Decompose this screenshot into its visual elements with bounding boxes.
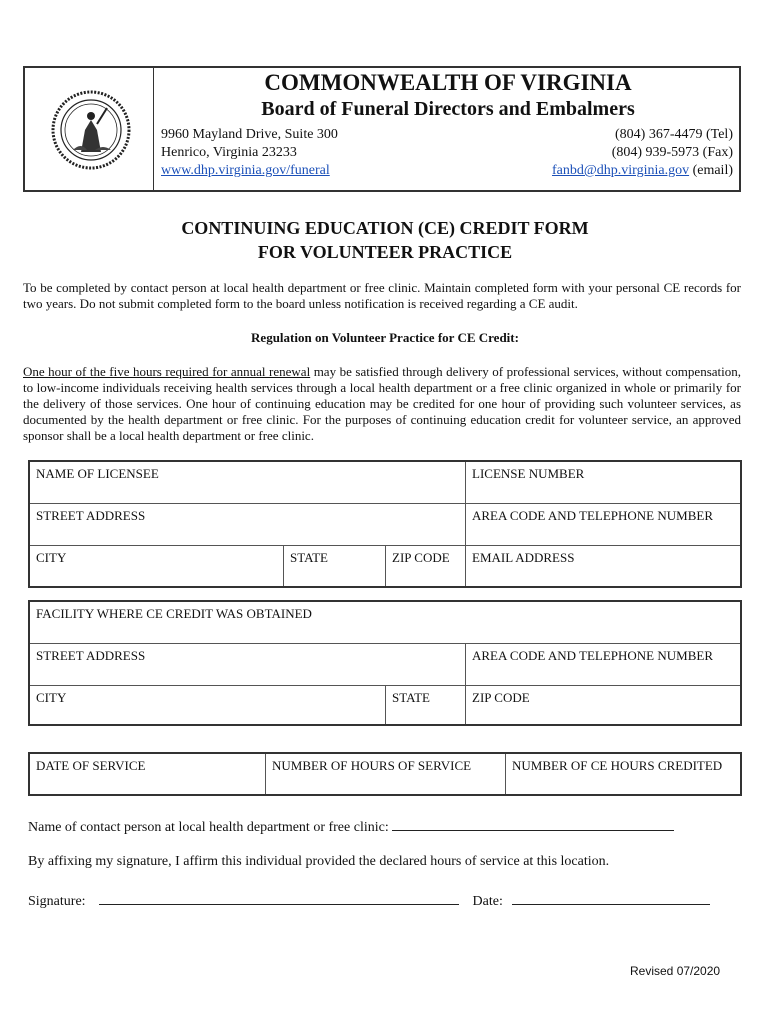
regulation-paragraph (23, 364, 741, 444)
seal-cell (25, 68, 154, 190)
address-line-2: Henrico, Virginia 23233 (161, 145, 297, 160)
letterhead (23, 66, 741, 192)
regulation-text: may be satisfied through delivery of professional services, without compensation, to low-income individuals receiving health services through a local health department or a free clinic organized in whole or primarily for the delivery of those services. One hour of continuing education may be credited for one hour of providing such volunteer services, as documented by the health department or free clinic. For the purposes of continuing education credit for volunteer service, an approved sponsor shall be a local health department or free clinic. (23, 364, 741, 443)
license-number-field[interactable]: LICENSE NUMBER (466, 462, 740, 504)
address-line-1: 9960 Mayland Drive, Suite 300 (161, 127, 338, 142)
licensee-street-field[interactable]: STREET ADDRESS (30, 504, 466, 546)
contact-block (552, 126, 733, 180)
contact-label: Name of contact person at local health department or free clinic: (28, 820, 389, 835)
facility-zip-field[interactable]: ZIP CODE (472, 690, 530, 705)
contact-name-blank[interactable] (392, 816, 674, 831)
email-suffix: (email) (689, 163, 733, 178)
service-table (28, 752, 742, 796)
intro-paragraph: To be completed by contact person at local health department or free clinic. Maintain completed form with your personal CE records for two years. Do not submit completed form to the board unless notification is received regarding a CE audit. (23, 280, 741, 311)
regulation-underlined: One hour of the five hours required for annual renewal (23, 364, 311, 379)
licensee-phone-field[interactable]: AREA CODE AND TELEPHONE NUMBER (466, 504, 740, 546)
form-title-line-1: CONTINUING EDUCATION (CE) CREDIT FORM (181, 218, 589, 238)
licensee-name-field[interactable]: NAME OF LICENSEE (30, 462, 466, 504)
affirm-statement: By affixing my signature, I affirm this individual provided the declared hours of service at this location. (28, 854, 610, 869)
date-blank[interactable] (512, 890, 710, 905)
facility-name-field[interactable]: FACILITY WHERE CE CREDIT WAS OBTAINED (30, 602, 740, 644)
date-of-service-field[interactable]: DATE OF SERVICE (30, 754, 266, 794)
licensee-zip-field[interactable]: ZIP CODE (386, 546, 466, 586)
phone-tel: (804) 367-4479 (Tel) (615, 127, 733, 142)
form-title-line-2: FOR VOLUNTEER PRACTICE (257, 242, 513, 262)
date-label: Date: (472, 894, 503, 909)
email-link[interactable]: fanbd@dhp.virginia.gov (552, 163, 690, 178)
facility-street-field[interactable]: STREET ADDRESS (30, 644, 466, 686)
ce-hours-credited-field[interactable]: NUMBER OF CE HOURS CREDITED (512, 758, 723, 773)
facility-state-field[interactable]: STATE (386, 686, 466, 724)
facility-city-field[interactable]: CITY (30, 686, 386, 724)
facility-phone-field[interactable]: AREA CODE AND TELEPHONE NUMBER (466, 644, 740, 686)
signature-blank[interactable] (99, 890, 459, 905)
contact-line (28, 816, 674, 836)
org-subtitle: Board of Funeral Directors and Embalmers (261, 98, 635, 120)
signature-label: Signature: (28, 894, 86, 909)
facility-table (28, 600, 742, 726)
signature-line (28, 890, 710, 910)
email-line (552, 162, 733, 180)
licensee-city-field[interactable]: CITY (30, 546, 284, 586)
address-block (161, 126, 338, 180)
regulation-heading: Regulation on Volunteer Practice for CE Credit: (251, 330, 519, 345)
licensee-table (28, 460, 742, 588)
phone-fax: (804) 939-5973 (Fax) (611, 145, 733, 160)
licensee-state-field[interactable]: STATE (284, 546, 386, 586)
org-title: COMMONWEALTH OF VIRGINIA (264, 70, 632, 95)
licensee-email-field[interactable]: EMAIL ADDRESS (472, 550, 575, 565)
website-link[interactable]: www.dhp.virginia.gov/funeral (161, 163, 330, 178)
revision-note: Revised 07/2020 (630, 964, 721, 978)
virginia-seal-icon (51, 90, 131, 170)
hours-of-service-field[interactable]: NUMBER OF HOURS OF SERVICE (266, 754, 506, 794)
